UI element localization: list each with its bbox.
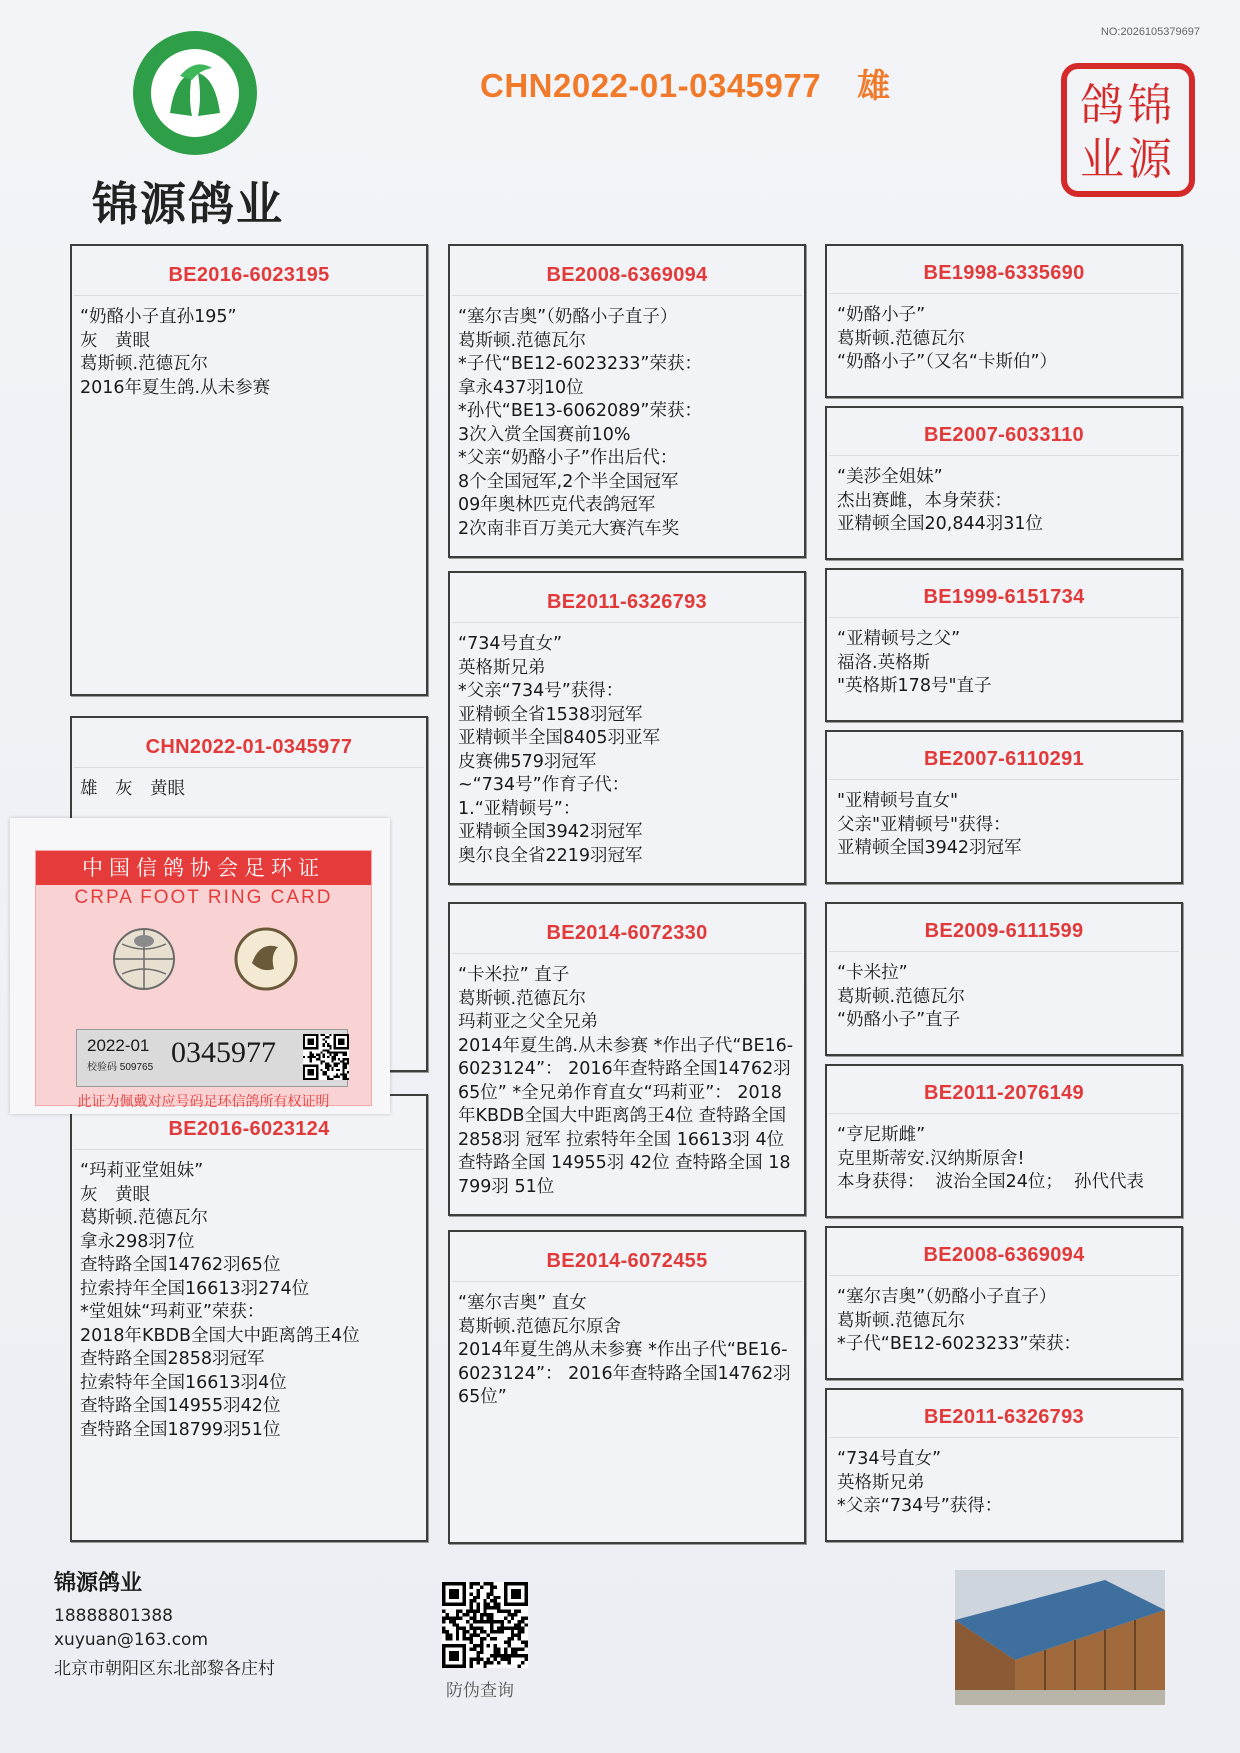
ring-qr-code-icon: [303, 1034, 349, 1080]
detail-line: 亚精顿全国3942羽冠军: [837, 838, 1022, 858]
loft-photo: [955, 1570, 1165, 1705]
detail-line: “塞尔吉奥” 直女: [458, 1293, 587, 1313]
verification-label: 防伪查询: [446, 1681, 514, 1701]
detail-line: “美莎全姐妹”: [837, 467, 943, 487]
detail-line: “亚精顿号之父”: [837, 629, 961, 649]
detail-line: 福洛.英格斯: [837, 652, 931, 673]
ancestor-box: [825, 1226, 1183, 1380]
detail-line: "英格斯178号"直子: [837, 676, 992, 696]
detail-line: 杰出赛雌，本身荣获：: [837, 490, 1012, 511]
brand-name: 锦源鸽业: [92, 177, 284, 231]
detail-line: 葛斯顿.范德瓦尔: [80, 354, 209, 374]
detail-line: “卡米拉” 直子: [458, 965, 570, 985]
granddam-box: [448, 1230, 806, 1544]
ring-number: BE2007-6110291: [829, 732, 1179, 780]
detail-line: “734号直女”: [458, 634, 563, 654]
detail-line: “塞尔吉奥”（奶酪小子直子）: [837, 1287, 1057, 1307]
ring-number: BE2014-6072330: [452, 904, 802, 954]
detail-line: 葛斯顿.范德瓦尔: [837, 328, 966, 349]
pigeon-details: [827, 294, 1181, 375]
ring-number: BE1999-6151734: [829, 570, 1179, 618]
certificate-title: [480, 60, 891, 107]
seal-stamp: [1058, 60, 1198, 200]
ring-number: BE2008-6369094: [829, 1228, 1179, 1276]
detail-line: 拿永437羽10位: [458, 377, 584, 398]
detail-line: *堂姐妹“玛莉亚”荣获：: [80, 1302, 265, 1322]
detail-line: “卡米拉”: [837, 963, 908, 983]
ring-card-title-en: CRPA FOOT RING CARD: [74, 887, 333, 908]
detail-line: “奶酪小子”（又名“卡斯伯”）: [837, 352, 1058, 372]
detail-line: 亚精顿全省1538羽冠军: [458, 704, 643, 725]
detail-line: “奶酪小子直孙195”: [80, 307, 237, 327]
detail-line: 灰 黄眼: [80, 330, 150, 351]
ring-number: BE2011-2076149: [829, 1066, 1179, 1114]
title-ring-number: CHN2022-01-0345977: [480, 67, 822, 104]
ring-number: CHN2022-01-0345977: [74, 718, 424, 768]
ancestor-box: [825, 1064, 1183, 1218]
pigeon-details: [827, 456, 1181, 537]
ring-number: BE2011-6326793: [452, 573, 802, 623]
detail-line: 克里斯蒂安.汉纳斯原舍!: [837, 1148, 1025, 1169]
detail-line: 09年奥林匹克代表鸽冠军: [458, 495, 656, 515]
pigeon-details: [827, 1276, 1181, 1357]
detail-line: 本身获得： 波治全国24位； 孙代代表: [837, 1172, 1145, 1192]
detail-line: 父亲"亚精顿号"获得：: [837, 814, 1011, 835]
ancestor-box: [825, 406, 1183, 560]
ring-serial: 0345977: [171, 1036, 276, 1069]
ring-number-band: [76, 1029, 348, 1087]
detail-line: 亚精顿全国3942羽冠军: [458, 822, 643, 842]
detail-line: 葛斯顿.范德瓦尔原舍: [458, 1316, 622, 1337]
detail-line: 玛莉亚之父全兄弟: [458, 1012, 598, 1032]
detail-line: 3次入赏全国赛前10%: [458, 424, 631, 445]
ancestor-box: [825, 902, 1183, 1056]
detail-line: 查特路全国14762羽65位: [80, 1255, 281, 1275]
verification-qr-code-icon[interactable]: [442, 1582, 528, 1668]
detail-line: 8个全国冠军,2个半全国冠军: [458, 471, 679, 492]
pigeon-details: [72, 1150, 426, 1442]
detail-line: 葛斯顿.范德瓦尔: [458, 988, 587, 1009]
sire-box: [70, 244, 428, 696]
footer-brand: 锦源鸽业: [54, 1571, 143, 1596]
ring-number: BE2014-6072455: [452, 1232, 802, 1282]
detail-line: 拉索持年全国16613羽274位: [80, 1278, 310, 1299]
title-sex: 雄: [857, 67, 891, 104]
detail-line: “奶酪小子”: [837, 305, 926, 325]
svg-text:业: 业: [1080, 134, 1124, 185]
ancestor-box: [825, 244, 1183, 398]
document-number: NO:2026105379697: [1100, 26, 1200, 38]
ancestor-box: [825, 1388, 1183, 1542]
detail-line: 亚精顿半全国8405羽亚军: [458, 728, 661, 748]
pigeon-details: [827, 1114, 1181, 1195]
dam-box: [70, 1094, 428, 1542]
detail-line: 2014年夏生鸽从未参赛 *作出子代“BE16-6023124”： 2016年查特路全国14762羽65位”: [458, 1340, 791, 1407]
detail-line: 2016年夏生鸽.从未参赛: [80, 377, 271, 398]
pigeon-details: [72, 768, 426, 802]
detail-line: *子代“BE12-6023233”荣获：: [837, 1334, 1081, 1354]
detail-line: 葛斯顿.范德瓦尔: [458, 330, 587, 351]
detail-line: 2次南非百万美元大赛汽车奖: [458, 518, 680, 539]
ancestor-box: [825, 568, 1183, 722]
detail-line: “奶酪小子”直子: [837, 1010, 961, 1030]
crpa-emblem-icon: [226, 919, 306, 999]
ring-card-footer: 此证为佩戴对应号码足环信鸽所有权证明: [77, 1094, 330, 1110]
pigeon-details: [450, 954, 804, 1199]
grandsire-box: [448, 902, 806, 1216]
fengyuan-logo: [130, 28, 260, 158]
foot-ring-card: [10, 818, 390, 1114]
detail-line: “玛莉亚堂姐妹”: [80, 1161, 204, 1181]
detail-line: *父亲“734号”获得：: [458, 681, 624, 701]
ring-number: BE1998-6335690: [829, 246, 1179, 294]
ring-number: BE2008-6369094: [452, 246, 802, 296]
detail-line: 雄 灰 黄眼: [80, 779, 185, 799]
detail-line: 英格斯兄弟: [837, 1472, 925, 1493]
pigeon-details: [450, 296, 804, 541]
ring-year: 2022-01: [87, 1036, 150, 1055]
ring-number: BE2007-6033110: [829, 408, 1179, 456]
detail-line: *孙代“BE13-6062089”荣获：: [458, 401, 702, 421]
ring-number: BE2016-6023195: [74, 246, 424, 296]
pigeon-details: [827, 618, 1181, 699]
pigeon-details: [72, 296, 426, 400]
ring-card-title-cn: 中国信鸽协会足环证: [36, 851, 371, 885]
detail-line: “亨尼斯雌”: [837, 1125, 926, 1145]
detail-line: “734号直女”: [837, 1449, 942, 1469]
grandsire-box: [448, 244, 806, 558]
detail-line: 查特路全国2858羽冠军: [80, 1349, 265, 1369]
pigeon-details: [450, 623, 804, 868]
granddam-box: [448, 571, 806, 885]
footer-email: xuyuan@163.com: [54, 1630, 209, 1650]
detail-line: 1.“亚精顿号”：: [458, 798, 581, 819]
ring-card-face: [35, 850, 372, 1110]
footer-phone: 18888801388: [54, 1606, 173, 1626]
detail-line: 查特路全国14955羽42位: [80, 1396, 281, 1416]
detail-line: 葛斯顿.范德瓦尔: [80, 1208, 209, 1228]
detail-line: 2018年KBDB全国大中距离鸽王4位: [80, 1325, 360, 1346]
pigeon-details: [827, 1438, 1181, 1519]
globe-pigeon-emblem-icon: [104, 919, 184, 999]
footer-address: 北京市朝阳区东北部黎各庄村: [54, 1659, 275, 1679]
detail-line: "亚精顿号直女": [837, 791, 959, 811]
pigeon-details: [827, 952, 1181, 1033]
detail-line: 拿永298羽7位: [80, 1231, 195, 1252]
detail-line: 英格斯兄弟: [458, 657, 546, 678]
pigeon-details: [827, 780, 1181, 861]
ring-number: BE2016-6023124: [74, 1096, 424, 1150]
detail-line: 奥尔良全省2219羽冠军: [458, 845, 643, 866]
svg-text:鸽: 鸽: [1080, 80, 1124, 131]
svg-text:源: 源: [1128, 134, 1172, 185]
detail-line: “塞尔吉奥”（奶酪小子直子）: [458, 307, 678, 327]
detail-line: *子代“BE12-6023233”荣获：: [458, 354, 702, 374]
ring-number: BE2011-6326793: [829, 1390, 1179, 1438]
ancestor-box: [825, 730, 1183, 884]
detail-line: 葛斯顿.范德瓦尔: [837, 986, 966, 1007]
detail-line: 拉索特年全国16613羽4位: [80, 1372, 287, 1393]
check-code: 校验码 509765: [87, 1062, 154, 1073]
detail-line: *父亲“奶酪小子”作出后代：: [458, 448, 678, 468]
detail-line: ~“734号”作育子代：: [458, 775, 630, 795]
ring-number: BE2009-6111599: [829, 904, 1179, 952]
pigeon-details: [450, 1282, 804, 1410]
detail-line: 皮赛佛579羽冠军: [458, 751, 597, 772]
svg-text:锦: 锦: [1128, 80, 1172, 131]
detail-line: *父亲“734号”获得：: [837, 1496, 1003, 1516]
detail-line: 2014年夏生鸽.从未参赛 *作出子代“BE16-6023124”： 2016年查特路全国14762羽65位” *全兄弟作育直女“玛莉亚”： 2018年KBDB全国大中距离鸽王4位 查特路全国 2858羽 冠军 拉索特年全国 16613羽 4位 查特路全国 14955羽 42位 查特路全国 18799羽 51位: [458, 1035, 794, 1197]
detail-line: 葛斯顿.范德瓦尔: [837, 1310, 966, 1331]
detail-line: 查特路全国18799羽51位: [80, 1419, 281, 1440]
detail-line: 亚精顿全国20,844羽31位: [837, 514, 1044, 534]
detail-line: 灰 黄眼: [80, 1184, 150, 1205]
